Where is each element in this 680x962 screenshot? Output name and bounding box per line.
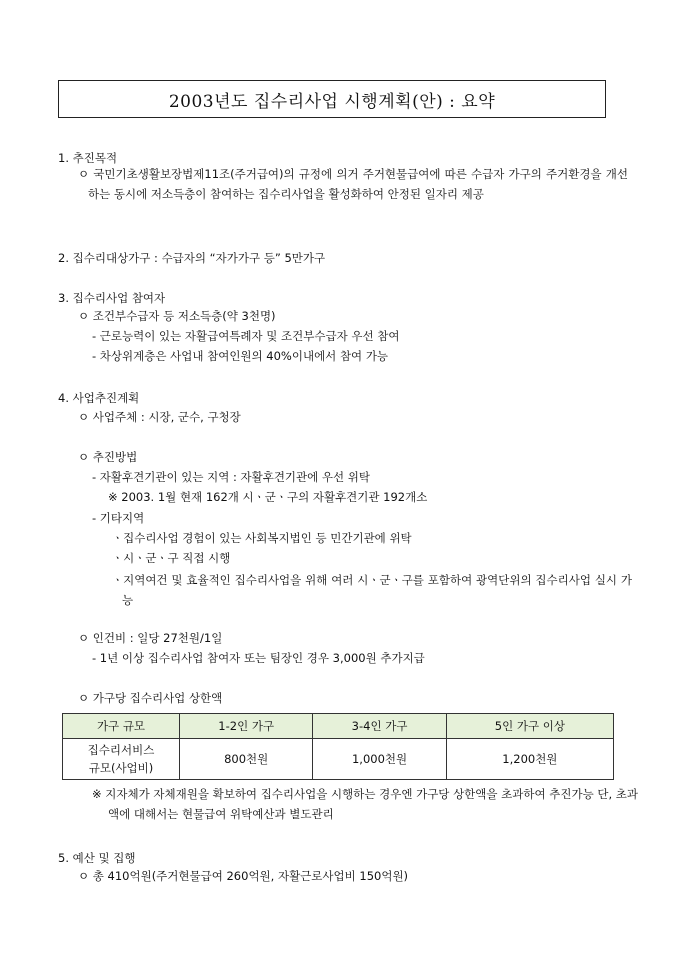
table-header-row: [63, 714, 614, 739]
section-4-item-2: ㆍ시ㆍ군ㆍ구 직접 시행: [112, 551, 231, 565]
section-1-bullet: ㅇ 국민기초생활보장법제11조(주거급여)의 규정에 의거 주거현물급여에 따른 수급자 가구의 주거환경을 개선하는 동시에 저소득층이 참여하는 집수리사업을 활성화하여 안정된 일자리 제공: [78, 167, 628, 201]
table-row: [63, 739, 614, 780]
limit-table: [62, 713, 614, 780]
section-4-item-1: ㆍ집수리사업 경험이 있는 사회복지법인 등 민간기관에 위탁: [112, 531, 412, 545]
section-1-heading: 1. 추진목적: [58, 151, 118, 165]
table-row-label: [63, 739, 180, 780]
table-header: 3-4인 가구: [313, 714, 446, 739]
table-header: 1-2인 가구: [180, 714, 313, 739]
section-4-bullet-4: ㅇ 가구당 집수리사업 상한액: [78, 691, 223, 705]
table-header: 5인 가구 이상: [446, 714, 613, 739]
section-3-bullet: ㅇ 조건부수급자 등 저소득층(약 3천명): [78, 309, 276, 323]
section-3-heading: 3. 집수리사업 참여자: [58, 291, 166, 305]
section-3-dash-1: - 근로능력이 있는 자활급여특례자 및 조건부수급자 우선 참여: [92, 329, 400, 343]
section-4-bullet-3: ㅇ 인건비 : 일당 27천원/1일: [78, 631, 223, 645]
section-4-dash-2: - 기타지역: [92, 511, 145, 525]
section-2-heading: 2. 집수리대상가구 : 수급자의 “자가가구 등” 5만가구: [58, 251, 326, 265]
table-header: 가구 규모: [63, 714, 180, 739]
table-cell: 800천원: [180, 739, 313, 780]
section-4-heading: 4. 사업추진계획: [58, 391, 140, 405]
section-5-bullet: ㅇ 총 410억원(주거현물급여 260억원, 자활근로사업비 150억원): [78, 869, 409, 883]
document-title: 2003년도 집수리사업 시행계획(안) : 요약: [58, 80, 606, 118]
table-row-label-line: 규모(사업비): [88, 761, 154, 775]
section-4-note-2: ※ 지자체가 자체재원을 확보하여 집수리사업을 시행하는 경우엔 가구당 상한액을 초과하여 추진가능 단, 초과액에 대해서는 현물급여 위탁예산과 별도관리: [92, 787, 638, 821]
section-4-item-3: ㆍ지역여건 및 효율적인 집수리사업을 위해 여러 시ㆍ군ㆍ구를 포함하여 광역단위의 집수리사업 실시 가능: [112, 573, 632, 607]
section-4-dash-1: - 자활후견기관이 있는 지역 : 자활후견기관에 우선 위탁: [92, 470, 371, 484]
table-cell: 1,200천원: [446, 739, 613, 780]
table-row-label-line: 집수리서비스: [87, 743, 155, 757]
table-cell: 1,000천원: [313, 739, 446, 780]
section-4-bullet-1: ㅇ 사업주체 : 시장, 군수, 구청장: [78, 410, 241, 424]
section-4-dash-3: - 1년 이상 집수리사업 참여자 또는 팀장인 경우 3,000원 추가지급: [92, 651, 425, 665]
section-4-note-1: ※ 2003. 1월 현재 162개 시ㆍ군ㆍ구의 자활후견기관 192개소: [108, 490, 428, 504]
section-5-heading: 5. 예산 및 집행: [58, 851, 136, 865]
section-4-bullet-2: ㅇ 추진방법: [78, 450, 138, 464]
section-3-dash-2: - 차상위계층은 사업내 참여인원의 40%이내에서 참여 가능: [92, 349, 389, 363]
